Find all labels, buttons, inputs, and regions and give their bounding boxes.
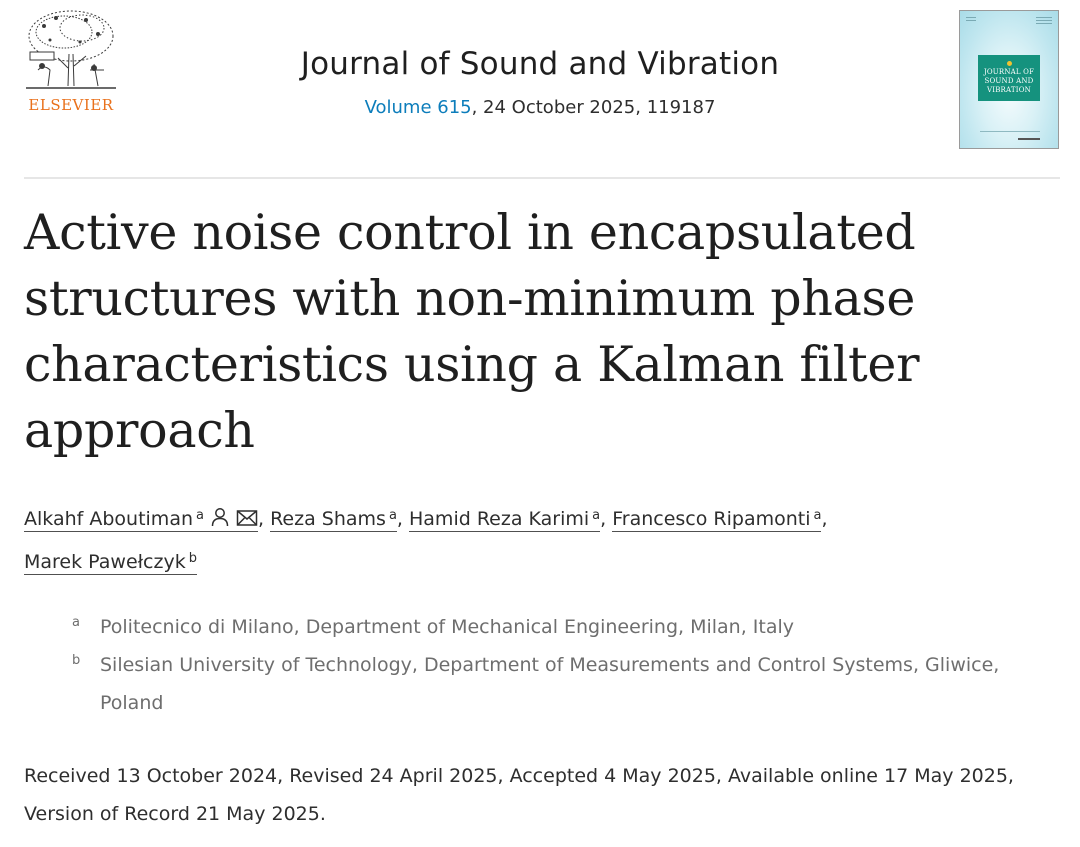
email-icon[interactable] — [236, 502, 258, 540]
author-name: Francesco Ripamonti — [612, 508, 811, 530]
cover-title-line: VIBRATION — [986, 86, 1031, 94]
author-link[interactable] — [24, 551, 197, 575]
affiliation-mark: b — [72, 653, 81, 668]
author-affiliation-mark: a — [196, 508, 204, 523]
affiliation-item — [72, 646, 1052, 722]
person-icon[interactable] — [210, 502, 230, 540]
author-separator: , — [257, 508, 265, 530]
cover-meta-line — [1036, 20, 1052, 21]
author-name: Reza Shams — [270, 508, 386, 530]
cover-title-line: SOUND AND — [984, 77, 1034, 85]
author-link[interactable] — [24, 508, 258, 532]
cover-meta-line — [1036, 23, 1052, 24]
cover-title-line: JOURNAL OF — [983, 68, 1035, 76]
citation-details: , 24 October 2025, 119187 — [471, 97, 716, 118]
cover-logo-mark — [966, 20, 976, 21]
cover-publisher-mark — [1018, 138, 1040, 140]
journal-cover-thumbnail[interactable] — [959, 10, 1059, 149]
affiliation-text: Silesian University of Technology, Department of Measurements and Control Systems, Gliwice, Poland — [100, 654, 1000, 714]
author-link[interactable] — [270, 508, 397, 532]
publisher-name: ELSEVIER — [28, 96, 114, 114]
author-name: Marek Pawełczyk — [24, 551, 186, 573]
cover-meta-line — [1036, 17, 1052, 18]
affiliation-mark: a — [72, 615, 80, 630]
author-separator: , — [600, 508, 607, 530]
citation-line — [0, 97, 1080, 118]
author-list — [24, 497, 1024, 581]
cover-logo-mark — [966, 17, 976, 18]
author-separator: , — [821, 508, 828, 530]
header-divider — [24, 177, 1060, 179]
affiliation-item — [72, 608, 1052, 646]
article-header — [0, 0, 1080, 178]
author-name: Hamid Reza Karimi — [409, 508, 590, 530]
article-title: Active noise control in encapsulated structures with non-minimum phase characteristics using a Kalman filter approach — [24, 204, 920, 459]
author-affiliation-mark: a — [388, 508, 397, 523]
journal-title[interactable]: Journal of Sound and Vibration — [300, 46, 780, 82]
volume-link[interactable]: Volume 615 — [364, 97, 472, 118]
author-link[interactable] — [409, 508, 600, 532]
affiliation-text: Politecnico di Milano, Department of Mechanical Engineering, Milan, Italy — [100, 616, 795, 638]
cover-footer-line — [980, 131, 1040, 132]
author-affiliation-mark: b — [188, 551, 197, 566]
author-name: Alkahf Aboutiman — [24, 508, 194, 530]
author-affiliation-mark: a — [813, 508, 822, 523]
affiliation-list — [72, 608, 1052, 722]
article-history: Received 13 October 2024, Revised 24 April 2025, Accepted 4 May 2025, Available online 17 May 2025, Version of Record 21 May 2025. — [24, 765, 1014, 825]
author-separator: , — [396, 508, 403, 530]
author-affiliation-mark: a — [592, 508, 601, 523]
cover-title-panel — [978, 55, 1040, 101]
cover-dot-icon — [1007, 61, 1012, 66]
author-link[interactable] — [612, 508, 821, 532]
